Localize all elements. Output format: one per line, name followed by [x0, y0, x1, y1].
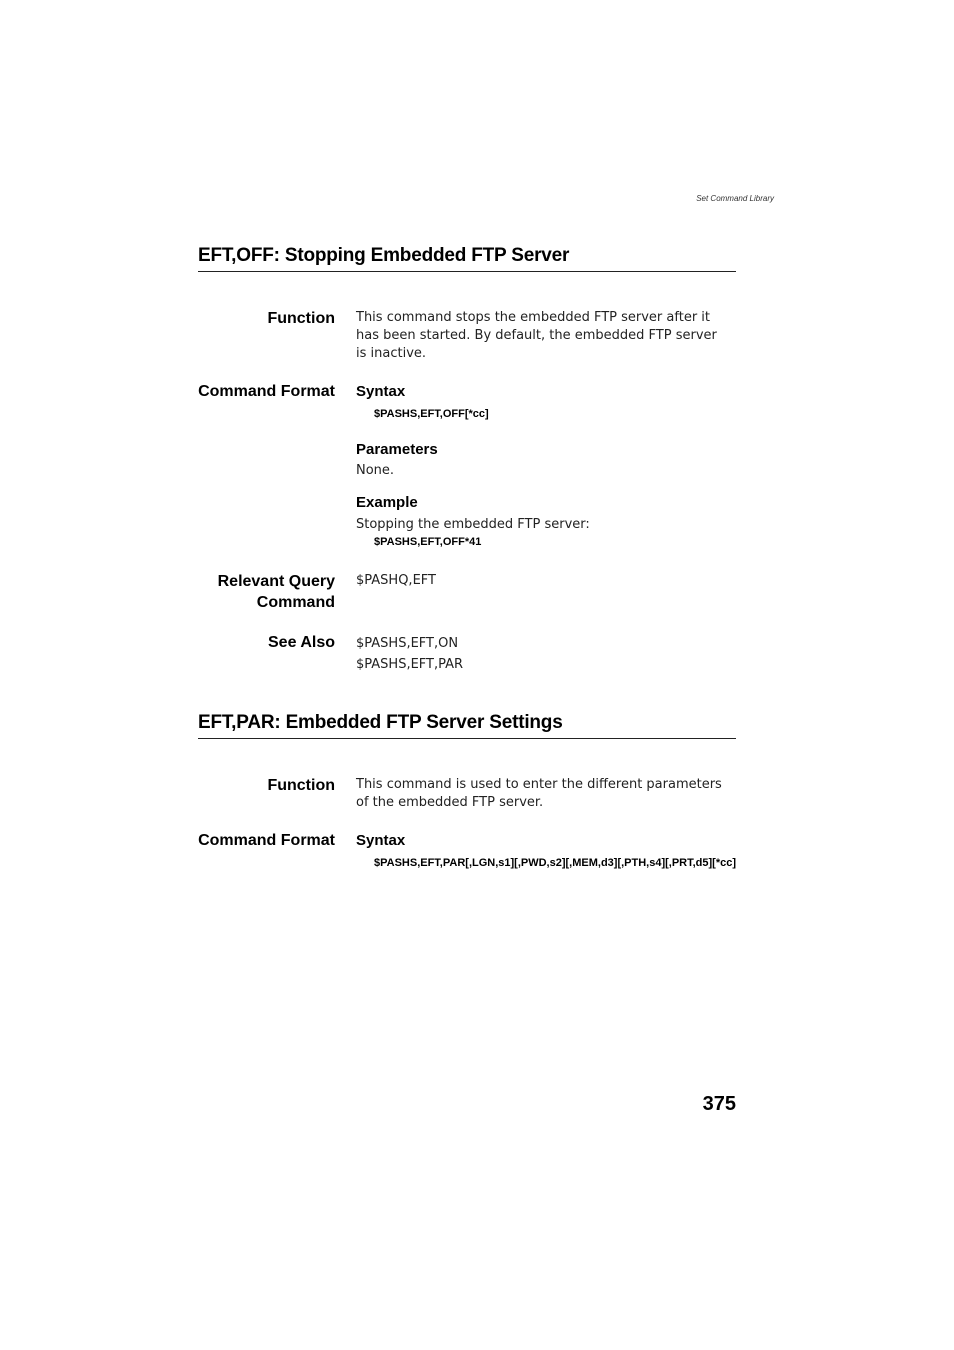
- see-also-item: $PASHS,EFT,ON: [356, 636, 459, 651]
- relevant-query-label-line2: Command: [256, 594, 335, 611]
- running-header: Set Command Library: [696, 194, 774, 203]
- syntax-code: $PASHS,EFT,OFF[*cc]: [374, 408, 489, 420]
- relevant-query-label-line1: Relevant Query: [217, 573, 335, 590]
- command-format-label: Command Format: [198, 383, 335, 400]
- parameters-text: None.: [356, 463, 395, 478]
- relevant-query-content: [356, 572, 728, 590]
- example-code: $PASHS,EFT,OFF*41: [374, 536, 482, 548]
- function-text-2: This command is used to enter the different parameters of the embedded FTP server.: [356, 777, 722, 810]
- example-subhead: Example: [356, 494, 418, 511]
- relevant-query-label: [198, 571, 335, 613]
- syntax-subhead-2: Syntax: [356, 832, 406, 849]
- see-also-content: [356, 633, 728, 675]
- command-format-content: [356, 382, 728, 550]
- page-number: 375: [702, 1093, 736, 1115]
- function-content-2: [356, 776, 728, 812]
- see-also-label: See Also: [268, 634, 335, 651]
- section-title-eft-off: EFT,OFF: Stopping Embedded FTP Server: [198, 245, 736, 272]
- function-label-2: Function: [267, 777, 335, 794]
- command-format-content-2: [356, 831, 737, 871]
- see-also-item: $PASHS,EFT,PAR: [356, 657, 464, 672]
- function-content: [356, 309, 728, 363]
- function-label: Function: [267, 310, 335, 327]
- example-text: Stopping the embedded FTP server:: [356, 517, 590, 532]
- function-text: This command stops the embedded FTP server after it has been started. By default, the embedded FTP server is inactive.: [356, 310, 717, 361]
- command-format-label-2: Command Format: [198, 832, 335, 849]
- parameters-subhead: Parameters: [356, 441, 438, 458]
- syntax-code-2: $PASHS,EFT,PAR[,LGN,s1][,PWD,s2][,MEM,d3][,PTH,s4][,PRT,d5][*cc]: [374, 857, 737, 869]
- syntax-subhead: Syntax: [356, 383, 406, 400]
- section-title-eft-par: EFT,PAR: Embedded FTP Server Settings: [198, 712, 736, 739]
- relevant-query-value: $PASHQ,EFT: [356, 573, 436, 588]
